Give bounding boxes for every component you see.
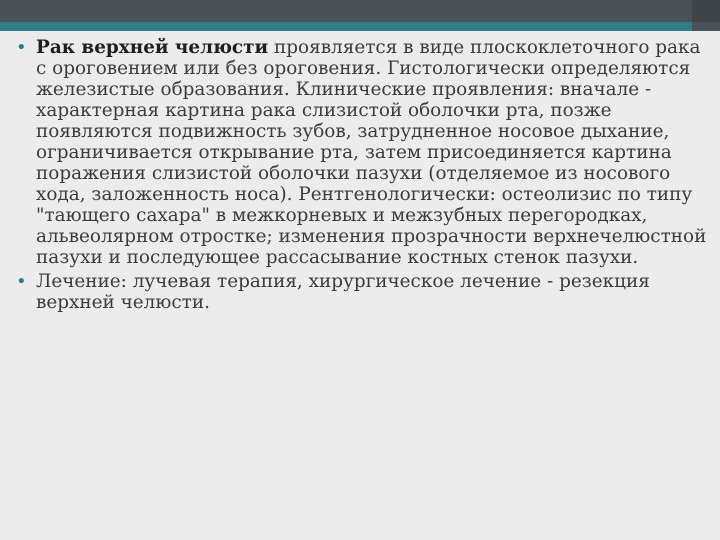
bullet-item xyxy=(14,37,710,268)
bullet-dot-icon: • xyxy=(16,37,27,58)
bullet-bold-lead: Рак верхней челюсти xyxy=(36,37,269,58)
bullet-item xyxy=(14,271,710,313)
bullet-dot-icon: • xyxy=(16,271,27,292)
header-bar xyxy=(0,0,720,22)
slide-body xyxy=(14,37,710,316)
accent-corner-block xyxy=(692,22,720,31)
accent-bar xyxy=(0,22,720,31)
bullet-text: Лечение: лучевая терапия, хирургическое лечение - резекция верхней челюсти. xyxy=(36,271,650,313)
bullet-text: проявляется в виде плоскоклеточного рака с ороговением или без ороговения. Гистологически определяются железистые образования. Клинические проявления: вначале - характерная картина рака слизистой оболочки рта, позже появляются подвижность зубов, затрудненное носовое дыхание, ограничивается открывание рта, затем присоединяется картина поражения слизистой оболочки пазухи (отделяемое из носового хода, заложенность носа). Рентгенологически: остеолизис по типу "тающего сахара" в межкорневых и межзубных перегородках, альвеолярном отростке; изменения прозрачности верхнечелюстной пазухи и последующее рассасывание костных стенок пазухи. xyxy=(36,37,707,268)
header-corner-block xyxy=(692,0,720,22)
